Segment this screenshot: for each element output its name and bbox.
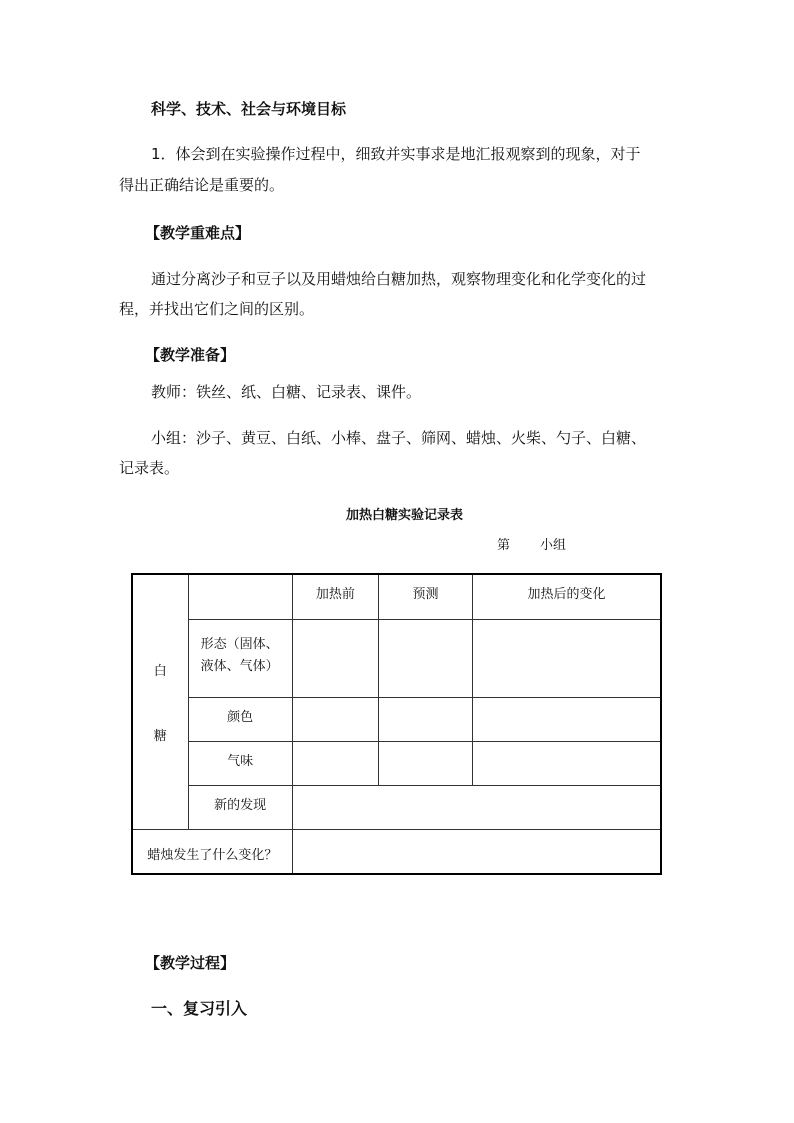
record-table <box>131 573 662 875</box>
header-predict: 预测 <box>378 574 472 619</box>
goal-item-line2: 得出正确结论是重要的。 <box>119 176 285 194</box>
group-prefix: 第 <box>497 538 511 553</box>
key-line1: 通过分离沙子和豆子以及用蜡烛给白糖加热，观察物理变化和化学变化的过 <box>151 270 647 288</box>
key-heading: 【教学重难点】 <box>145 224 251 242</box>
color-after-cell[interactable] <box>473 697 661 741</box>
header-after: 加热后的变化 <box>473 574 661 619</box>
header-before: 加热前 <box>292 574 378 619</box>
process-heading: 【教学过程】 <box>145 954 236 972</box>
review-heading: 一、复习引入 <box>151 999 248 1018</box>
group-suffix: 小组 <box>540 538 567 553</box>
state-before-cell[interactable] <box>292 619 378 697</box>
candle-change-cell[interactable] <box>292 829 661 874</box>
smell-before-cell[interactable] <box>292 741 378 785</box>
row-label-candle: 蜡烛发生了什么变化？ <box>132 829 292 874</box>
prep-teacher: 教师：铁丝、纸、白糖、记录表、课件。 <box>151 383 422 401</box>
header-empty-cell <box>188 574 292 619</box>
key-line2: 程，并找出它们之间的区别。 <box>119 300 315 318</box>
row-label-new: 新的发现 <box>188 785 292 829</box>
table-title: 加热白糖实验记录表 <box>346 508 464 523</box>
goal-heading: 科学、技术、社会与环境目标 <box>151 100 347 118</box>
state-after-cell[interactable] <box>473 619 661 697</box>
row-label-state <box>188 619 292 697</box>
color-before-cell[interactable] <box>292 697 378 741</box>
row-label-smell: 气味 <box>188 741 292 785</box>
smell-after-cell[interactable] <box>473 741 661 785</box>
row-state-line1: 形态（固体、 <box>200 636 279 652</box>
subject-char-1: 白 <box>153 663 167 679</box>
prep-heading: 【教学准备】 <box>145 346 236 364</box>
prep-group-line2: 记录表。 <box>119 459 180 477</box>
subject-cell <box>132 574 188 829</box>
color-predict-cell[interactable] <box>378 697 472 741</box>
prep-group-line1: 小组：沙子、黄豆、白纸、小棒、盘子、筛网、蜡烛、火柴、勺子、白糖、 <box>151 429 647 447</box>
state-predict-cell[interactable] <box>378 619 472 697</box>
subject-char-2: 糖 <box>153 728 167 744</box>
new-findings-cell[interactable] <box>292 785 661 829</box>
row-label-color: 颜色 <box>188 697 292 741</box>
goal-item-line1: 1．体会到在实验操作过程中，细致并实事求是地汇报观察到的现象，对于 <box>151 145 641 163</box>
smell-predict-cell[interactable] <box>378 741 472 785</box>
row-state-line2: 液体、气体） <box>200 658 279 674</box>
